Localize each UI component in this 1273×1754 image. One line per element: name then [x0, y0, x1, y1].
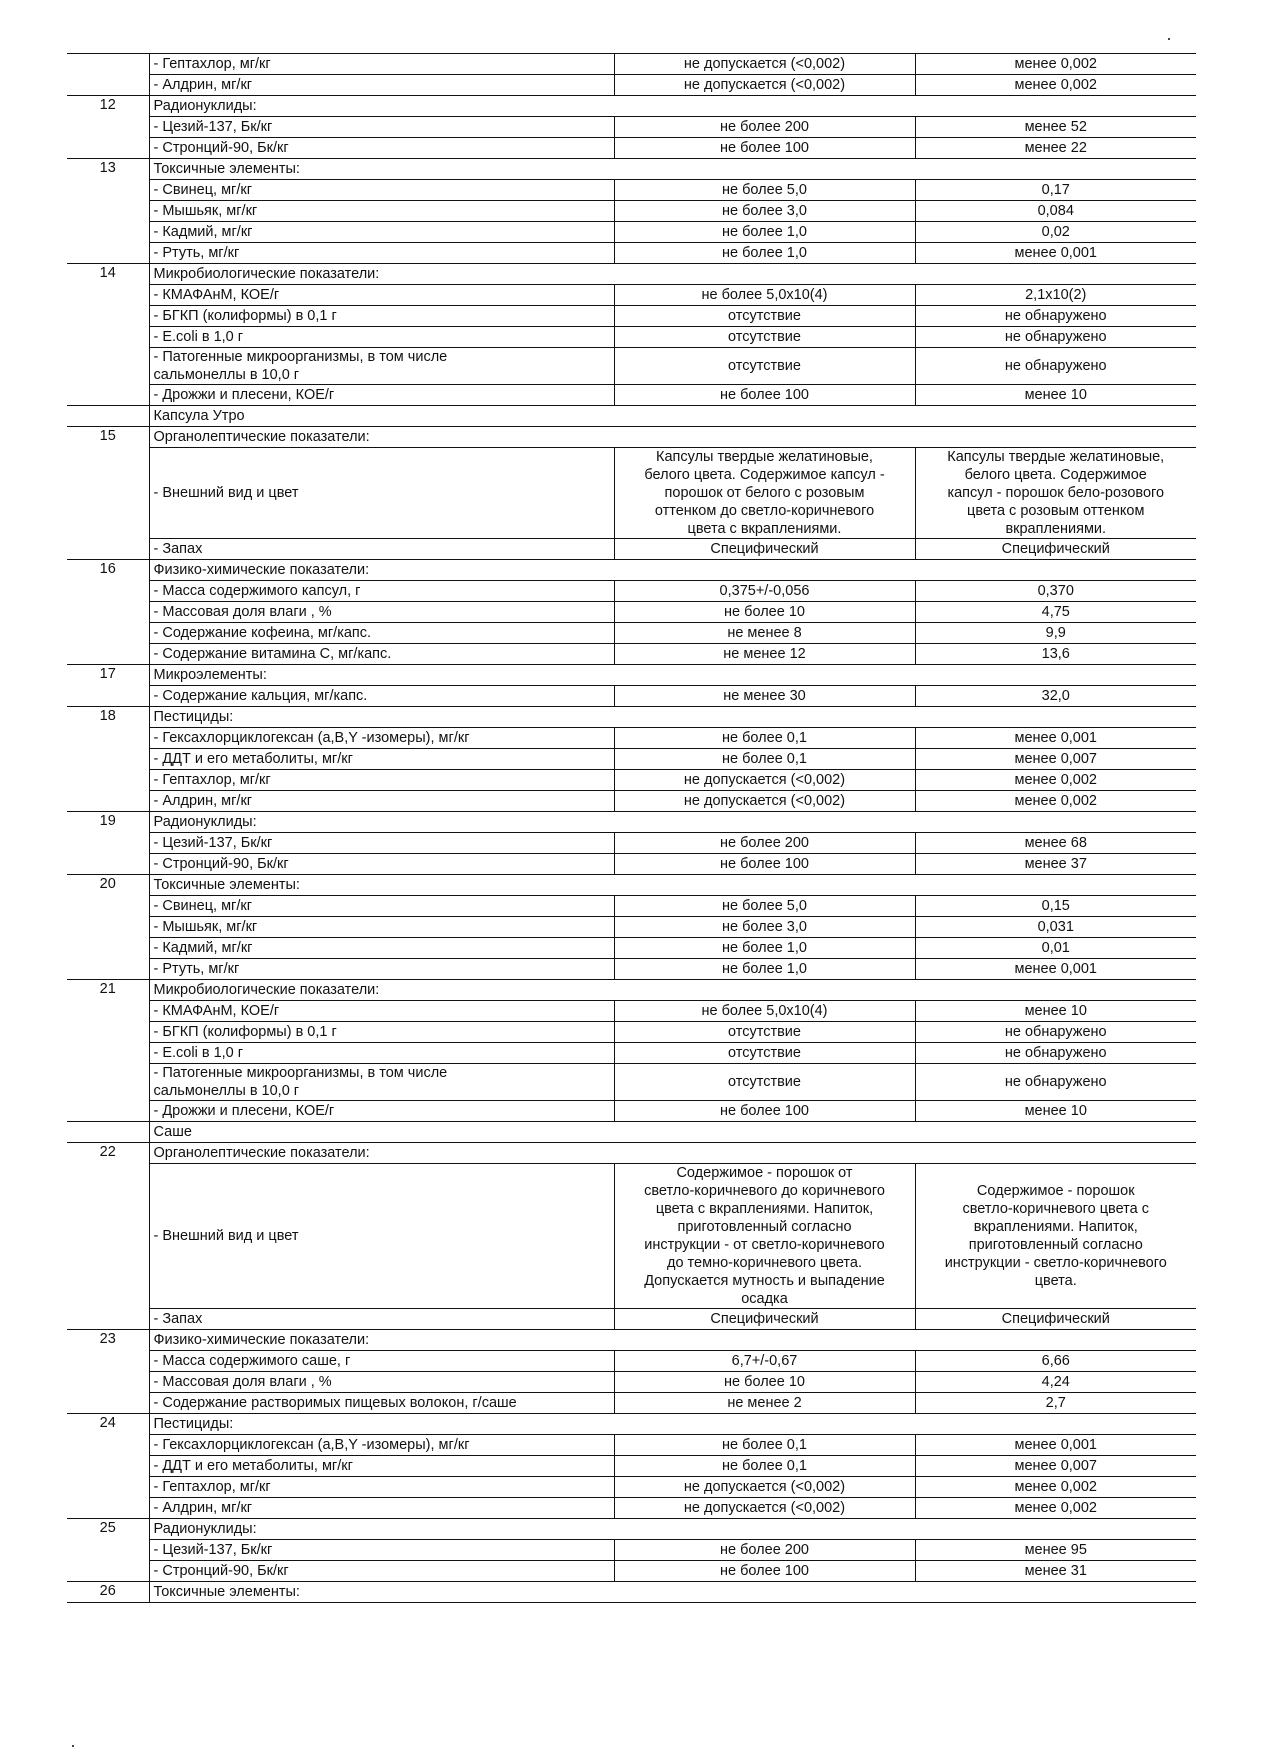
norm-value: не менее 30: [614, 686, 915, 707]
group-title: Токсичные элементы:: [149, 1582, 1196, 1603]
indicator-name: - E.coli в 1,0 г: [149, 1043, 614, 1064]
norm-value: не более 3,0: [614, 917, 915, 938]
result-value: не обнаружено: [915, 327, 1196, 348]
indicator-name: - Внешний вид и цвет: [149, 1164, 614, 1309]
table-row: [67, 75, 1196, 96]
norm-value: не более 200: [614, 117, 915, 138]
indicator-name: - Стронций-90, Бк/кг: [149, 1561, 614, 1582]
group-header-row: [67, 1143, 1196, 1164]
table-row: [67, 222, 1196, 243]
table-row: [67, 1456, 1196, 1477]
indicator-name: - Массовая доля влаги , %: [149, 602, 614, 623]
table-row: [67, 1064, 1196, 1101]
table-row: [67, 54, 1196, 75]
indicator-name: - Ртуть, мг/кг: [149, 959, 614, 980]
norm-value: не более 5,0: [614, 896, 915, 917]
row-number-cell: [67, 406, 149, 427]
result-value: менее 0,001: [915, 1435, 1196, 1456]
norm-value: не более 200: [614, 1540, 915, 1561]
indicator-name: - Дрожжи и плесени, КОЕ/г: [149, 385, 614, 406]
norm-value: Содержимое - порошок от светло-коричневого до коричневого цвета с вкраплениями. Напиток, приготовленный согласно инструкции - от светло-коричневого до темно-коричневого цвета. Допускается мутность и выпадение осадка: [614, 1164, 915, 1309]
indicator-name: - E.coli в 1,0 г: [149, 327, 614, 348]
row-number: 25: [67, 1519, 149, 1582]
norm-value: не более 100: [614, 854, 915, 875]
table-row: [67, 180, 1196, 201]
row-number: 24: [67, 1414, 149, 1519]
group-header-row: [67, 875, 1196, 896]
table-row: [67, 833, 1196, 854]
indicator-name: - Свинец, мг/кг: [149, 896, 614, 917]
table-row: [67, 201, 1196, 222]
table-row: [67, 854, 1196, 875]
norm-value: 6,7+/-0,67: [614, 1351, 915, 1372]
table-row: [67, 938, 1196, 959]
norm-value: отсутствие: [614, 1022, 915, 1043]
indicator-name: - Гептахлор, мг/кг: [149, 1477, 614, 1498]
row-number: 17: [67, 665, 149, 707]
table-row: [67, 348, 1196, 385]
result-value: менее 0,001: [915, 959, 1196, 980]
result-value: 13,6: [915, 644, 1196, 665]
indicator-name: - Цезий-137, Бк/кг: [149, 833, 614, 854]
norm-value: не более 1,0: [614, 222, 915, 243]
norm-value: не более 100: [614, 138, 915, 159]
result-value: менее 0,001: [915, 243, 1196, 264]
table-row: [67, 728, 1196, 749]
row-number: 22: [67, 1143, 149, 1330]
indicator-name: - Алдрин, мг/кг: [149, 75, 614, 96]
norm-value: не более 100: [614, 385, 915, 406]
result-value: менее 52: [915, 117, 1196, 138]
table-row: [67, 285, 1196, 306]
indicator-name: - БГКП (колиформы) в 0,1 г: [149, 306, 614, 327]
row-number: 15: [67, 427, 149, 560]
table-row: [67, 791, 1196, 812]
group-header-row: [67, 1519, 1196, 1540]
group-header-row: [67, 1330, 1196, 1351]
group-header-row: [67, 980, 1196, 1001]
group-header-row: [67, 1414, 1196, 1435]
indicator-name: - Мышьяк, мг/кг: [149, 201, 614, 222]
norm-value: не более 0,1: [614, 749, 915, 770]
row-number: 19: [67, 812, 149, 875]
norm-value: не допускается (<0,002): [614, 770, 915, 791]
group-header-row: [67, 560, 1196, 581]
table-row: [67, 959, 1196, 980]
group-header-row: [67, 812, 1196, 833]
norm-value: не более 1,0: [614, 938, 915, 959]
indicator-name: - Содержание витамина С, мг/капс.: [149, 644, 614, 665]
result-value: 0,031: [915, 917, 1196, 938]
result-value: не обнаружено: [915, 1022, 1196, 1043]
indicator-name: - Содержание кальция, мг/капс.: [149, 686, 614, 707]
group-header-row: [67, 427, 1196, 448]
row-number: 26: [67, 1582, 149, 1603]
norm-value: отсутствие: [614, 327, 915, 348]
indicator-name: - Внешний вид и цвет: [149, 448, 614, 539]
indicator-name: - КМАФАнМ, КОЕ/г: [149, 285, 614, 306]
result-value: 0,15: [915, 896, 1196, 917]
table-row: [67, 1372, 1196, 1393]
norm-value: отсутствие: [614, 1064, 915, 1101]
section-row: [67, 1122, 1196, 1143]
table-row: [67, 306, 1196, 327]
result-value: Капсулы твердые желатиновые, белого цвета. Содержимое капсул - порошок бело-розового цвета с розовым оттенком вкраплениями.: [915, 448, 1196, 539]
norm-value: не более 3,0: [614, 201, 915, 222]
table-row: [67, 1101, 1196, 1122]
result-value: Специфический: [915, 539, 1196, 560]
indicator-name: - Патогенные микроорганизмы, в том числе сальмонеллы в 10,0 г: [149, 348, 614, 385]
result-value: менее 22: [915, 138, 1196, 159]
indicator-name: - БГКП (колиформы) в 0,1 г: [149, 1022, 614, 1043]
indicator-name: - Кадмий, мг/кг: [149, 938, 614, 959]
result-value: менее 37: [915, 854, 1196, 875]
table-row: [67, 1498, 1196, 1519]
result-value: 32,0: [915, 686, 1196, 707]
table-row: [67, 1477, 1196, 1498]
group-title: Микроэлементы:: [149, 665, 1196, 686]
table-row: [67, 770, 1196, 791]
group-title: Токсичные элементы:: [149, 875, 1196, 896]
norm-value: не допускается (<0,002): [614, 1477, 915, 1498]
table-body: [67, 54, 1196, 1603]
indicator-name: - Масса содержимого капсул, г: [149, 581, 614, 602]
indicator-name: - Алдрин, мг/кг: [149, 791, 614, 812]
table-row: [67, 581, 1196, 602]
row-number: [67, 54, 149, 96]
indicator-name: - Гептахлор, мг/кг: [149, 54, 614, 75]
row-number: 21: [67, 980, 149, 1122]
table-row: [67, 1435, 1196, 1456]
result-value: менее 10: [915, 385, 1196, 406]
section-title: Капсула Утро: [149, 406, 1196, 427]
indicator-name: - Гексахлорциклогексан (a,B,Y -изомеры), мг/кг: [149, 728, 614, 749]
indicator-name: - Гептахлор, мг/кг: [149, 770, 614, 791]
norm-value: не более 100: [614, 1561, 915, 1582]
group-title: Органолептические показатели:: [149, 427, 1196, 448]
table-row: [67, 644, 1196, 665]
norm-value: не более 5,0x10(4): [614, 1001, 915, 1022]
group-title: Физико-химические показатели:: [149, 560, 1196, 581]
row-number: 13: [67, 159, 149, 264]
result-value: менее 0,007: [915, 1456, 1196, 1477]
test-results-table: [67, 53, 1196, 1603]
table-row: [67, 917, 1196, 938]
table-row: [67, 623, 1196, 644]
section-row: [67, 406, 1196, 427]
norm-value: не более 5,0x10(4): [614, 285, 915, 306]
result-value: не обнаружено: [915, 306, 1196, 327]
table-row: [67, 1309, 1196, 1330]
norm-value: не менее 8: [614, 623, 915, 644]
group-title: Микробиологические показатели:: [149, 264, 1196, 285]
result-value: менее 0,002: [915, 1498, 1196, 1519]
norm-value: 0,375+/-0,056: [614, 581, 915, 602]
indicator-name: - Свинец, мг/кг: [149, 180, 614, 201]
result-value: 0,370: [915, 581, 1196, 602]
result-value: менее 10: [915, 1001, 1196, 1022]
indicator-name: - ДДТ и его метаболиты, мг/кг: [149, 749, 614, 770]
result-value: менее 31: [915, 1561, 1196, 1582]
table-row: [67, 117, 1196, 138]
result-value: менее 68: [915, 833, 1196, 854]
table-row: [67, 1001, 1196, 1022]
group-title: Физико-химические показатели:: [149, 1330, 1196, 1351]
table-row: [67, 686, 1196, 707]
indicator-name: - Цезий-137, Бк/кг: [149, 1540, 614, 1561]
norm-value: не допускается (<0,002): [614, 1498, 915, 1519]
table-row: [67, 385, 1196, 406]
result-value: не обнаружено: [915, 348, 1196, 385]
result-value: Специфический: [915, 1309, 1196, 1330]
table-row: [67, 138, 1196, 159]
table-row: [67, 1351, 1196, 1372]
table-row: [67, 327, 1196, 348]
section-title: Саше: [149, 1122, 1196, 1143]
result-value: 0,084: [915, 201, 1196, 222]
table-row: [67, 1022, 1196, 1043]
indicator-name: - Содержание кофеина, мг/капс.: [149, 623, 614, 644]
norm-value: не более 0,1: [614, 1435, 915, 1456]
result-value: не обнаружено: [915, 1043, 1196, 1064]
group-title: Токсичные элементы:: [149, 159, 1196, 180]
indicator-name: - Масса содержимого саше, г: [149, 1351, 614, 1372]
indicator-name: - Гексахлорциклогексан (a,B,Y -изомеры), мг/кг: [149, 1435, 614, 1456]
group-title: Пестициды:: [149, 707, 1196, 728]
norm-value: не более 10: [614, 602, 915, 623]
norm-value: отсутствие: [614, 306, 915, 327]
indicator-name: - ДДТ и его метаболиты, мг/кг: [149, 1456, 614, 1477]
table-row: [67, 539, 1196, 560]
norm-value: не более 200: [614, 833, 915, 854]
group-header-row: [67, 1582, 1196, 1603]
group-title: Органолептические показатели:: [149, 1143, 1196, 1164]
indicator-name: - Ртуть, мг/кг: [149, 243, 614, 264]
result-value: 6,66: [915, 1351, 1196, 1372]
result-value: 0,02: [915, 222, 1196, 243]
norm-value: не более 5,0: [614, 180, 915, 201]
result-value: менее 0,002: [915, 791, 1196, 812]
norm-value: Специфический: [614, 1309, 915, 1330]
indicator-name: - Стронций-90, Бк/кг: [149, 138, 614, 159]
result-value: Содержимое - порошок светло-коричневого цвета с вкраплениями. Напиток, приготовленный согласно инструкции - светло-коричневого цвета.: [915, 1164, 1196, 1309]
norm-value: не более 0,1: [614, 728, 915, 749]
table-row: [67, 1561, 1196, 1582]
row-number: 23: [67, 1330, 149, 1414]
table-row: [67, 1164, 1196, 1309]
group-title: Радионуклиды:: [149, 812, 1196, 833]
row-number: 16: [67, 560, 149, 665]
result-value: 4,75: [915, 602, 1196, 623]
indicator-name: - Кадмий, мг/кг: [149, 222, 614, 243]
table-row: [67, 1043, 1196, 1064]
norm-value: Специфический: [614, 539, 915, 560]
indicator-name: - Запах: [149, 539, 614, 560]
norm-value: отсутствие: [614, 1043, 915, 1064]
group-header-row: [67, 96, 1196, 117]
norm-value: не допускается (<0,002): [614, 75, 915, 96]
group-header-row: [67, 264, 1196, 285]
group-title: Радионуклиды:: [149, 1519, 1196, 1540]
norm-value: не более 10: [614, 1372, 915, 1393]
indicator-name: - Мышьяк, мг/кг: [149, 917, 614, 938]
result-value: менее 0,002: [915, 770, 1196, 791]
row-number-cell: [67, 1122, 149, 1143]
result-value: менее 0,007: [915, 749, 1196, 770]
indicator-name: - Алдрин, мг/кг: [149, 1498, 614, 1519]
table-row: [67, 1393, 1196, 1414]
group-header-row: [67, 159, 1196, 180]
group-title: Микробиологические показатели:: [149, 980, 1196, 1001]
group-title: Радионуклиды:: [149, 96, 1196, 117]
group-header-row: [67, 707, 1196, 728]
scan-speck: [72, 1745, 74, 1747]
norm-value: не менее 2: [614, 1393, 915, 1414]
indicator-name: - КМАФАнМ, КОЕ/г: [149, 1001, 614, 1022]
indicator-name: - Цезий-137, Бк/кг: [149, 117, 614, 138]
result-value: 0,01: [915, 938, 1196, 959]
indicator-name: - Запах: [149, 1309, 614, 1330]
result-value: не обнаружено: [915, 1064, 1196, 1101]
result-value: 2,7: [915, 1393, 1196, 1414]
result-value: менее 0,002: [915, 54, 1196, 75]
result-value: менее 10: [915, 1101, 1196, 1122]
row-number: 12: [67, 96, 149, 159]
result-value: 9,9: [915, 623, 1196, 644]
norm-value: не более 1,0: [614, 243, 915, 264]
result-value: менее 0,002: [915, 75, 1196, 96]
indicator-name: - Стронций-90, Бк/кг: [149, 854, 614, 875]
row-number: 20: [67, 875, 149, 980]
result-value: 0,17: [915, 180, 1196, 201]
indicator-name: - Массовая доля влаги , %: [149, 1372, 614, 1393]
result-value: менее 95: [915, 1540, 1196, 1561]
norm-value: не более 0,1: [614, 1456, 915, 1477]
table-row: [67, 896, 1196, 917]
result-value: 4,24: [915, 1372, 1196, 1393]
table-row: [67, 1540, 1196, 1561]
table-row: [67, 749, 1196, 770]
indicator-name: - Содержание растворимых пищевых волокон, г/саше: [149, 1393, 614, 1414]
scan-speck: [1168, 38, 1170, 40]
norm-value: не менее 12: [614, 644, 915, 665]
table-row: [67, 602, 1196, 623]
row-number: 14: [67, 264, 149, 406]
result-value: 2,1x10(2): [915, 285, 1196, 306]
norm-value: Капсулы твердые желатиновые, белого цвета. Содержимое капсул - порошок от белого с розовым оттенком до светло-коричневого цвета с вкраплениями.: [614, 448, 915, 539]
norm-value: не допускается (<0,002): [614, 54, 915, 75]
norm-value: не более 100: [614, 1101, 915, 1122]
group-header-row: [67, 665, 1196, 686]
result-value: менее 0,002: [915, 1477, 1196, 1498]
group-title: Пестициды:: [149, 1414, 1196, 1435]
norm-value: отсутствие: [614, 348, 915, 385]
table-row: [67, 243, 1196, 264]
row-number: 18: [67, 707, 149, 812]
indicator-name: - Дрожжи и плесени, КОЕ/г: [149, 1101, 614, 1122]
table-row: [67, 448, 1196, 539]
result-value: менее 0,001: [915, 728, 1196, 749]
norm-value: не допускается (<0,002): [614, 791, 915, 812]
indicator-name: - Патогенные микроорганизмы, в том числе сальмонеллы в 10,0 г: [149, 1064, 614, 1101]
norm-value: не более 1,0: [614, 959, 915, 980]
